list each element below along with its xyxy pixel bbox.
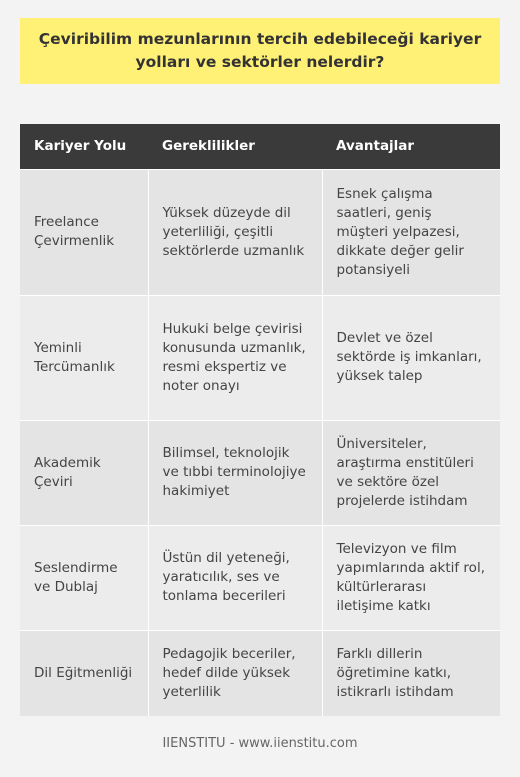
career-cell: Dil Eğitmenliği — [20, 630, 148, 716]
title-banner — [20, 18, 500, 84]
career-table — [20, 124, 500, 716]
header-requirements: Gereklilikler — [148, 124, 322, 169]
table-header-row — [20, 124, 500, 169]
requirements-cell: Hukuki belge çevirisi konusunda uzmanlık, resmi ekspertiz ve noter onayı — [148, 295, 322, 420]
advantages-cell: Farklı dillerin öğretimine katkı, istikrarlı istihdam — [322, 630, 500, 716]
page-title: Çeviribilim mezunlarının tercih edebileceği kariyer yolları ve sektörler nelerdir? — [38, 30, 482, 71]
header-career: Kariyer Yolu — [20, 124, 148, 169]
career-cell: Akademik Çeviri — [20, 420, 148, 525]
table-row — [20, 420, 500, 525]
career-cell: Yeminli Tercümanlık — [20, 295, 148, 420]
advantages-cell: Devlet ve özel sektörde iş imkanları, yüksek talep — [322, 295, 500, 420]
table-row — [20, 295, 500, 420]
requirements-cell: Pedagojik beceriler, hedef dilde yüksek yeterlilik — [148, 630, 322, 716]
requirements-cell: Yüksek düzeyde dil yeterliliği, çeşitli sektörlerde uzmanlık — [148, 169, 322, 295]
requirements-cell: Bilimsel, teknolojik ve tıbbi terminolojiye hakimiyet — [148, 420, 322, 525]
header-advantages: Avantajlar — [322, 124, 500, 169]
footer-credit: IIENSTITU - www.iienstitu.com — [162, 736, 358, 751]
career-cell: Freelance Çevirmenlik — [20, 169, 148, 295]
advantages-cell: Esnek çalışma saatleri, geniş müşteri yelpazesi, dikkate değer gelir potansiyeli — [322, 169, 500, 295]
requirements-cell: Üstün dil yeteneği, yaratıcılık, ses ve tonlama becerileri — [148, 525, 322, 630]
advantages-cell: Televizyon ve film yapımlarında aktif rol, kültürlerarası iletişime katkı — [322, 525, 500, 630]
career-cell: Seslendirme ve Dublaj — [20, 525, 148, 630]
advantages-cell: Üniversiteler, araştırma enstitüleri ve sektöre özel projelerde istihdam — [322, 420, 500, 525]
table-row — [20, 169, 500, 295]
table-row — [20, 630, 500, 716]
table-row — [20, 525, 500, 630]
